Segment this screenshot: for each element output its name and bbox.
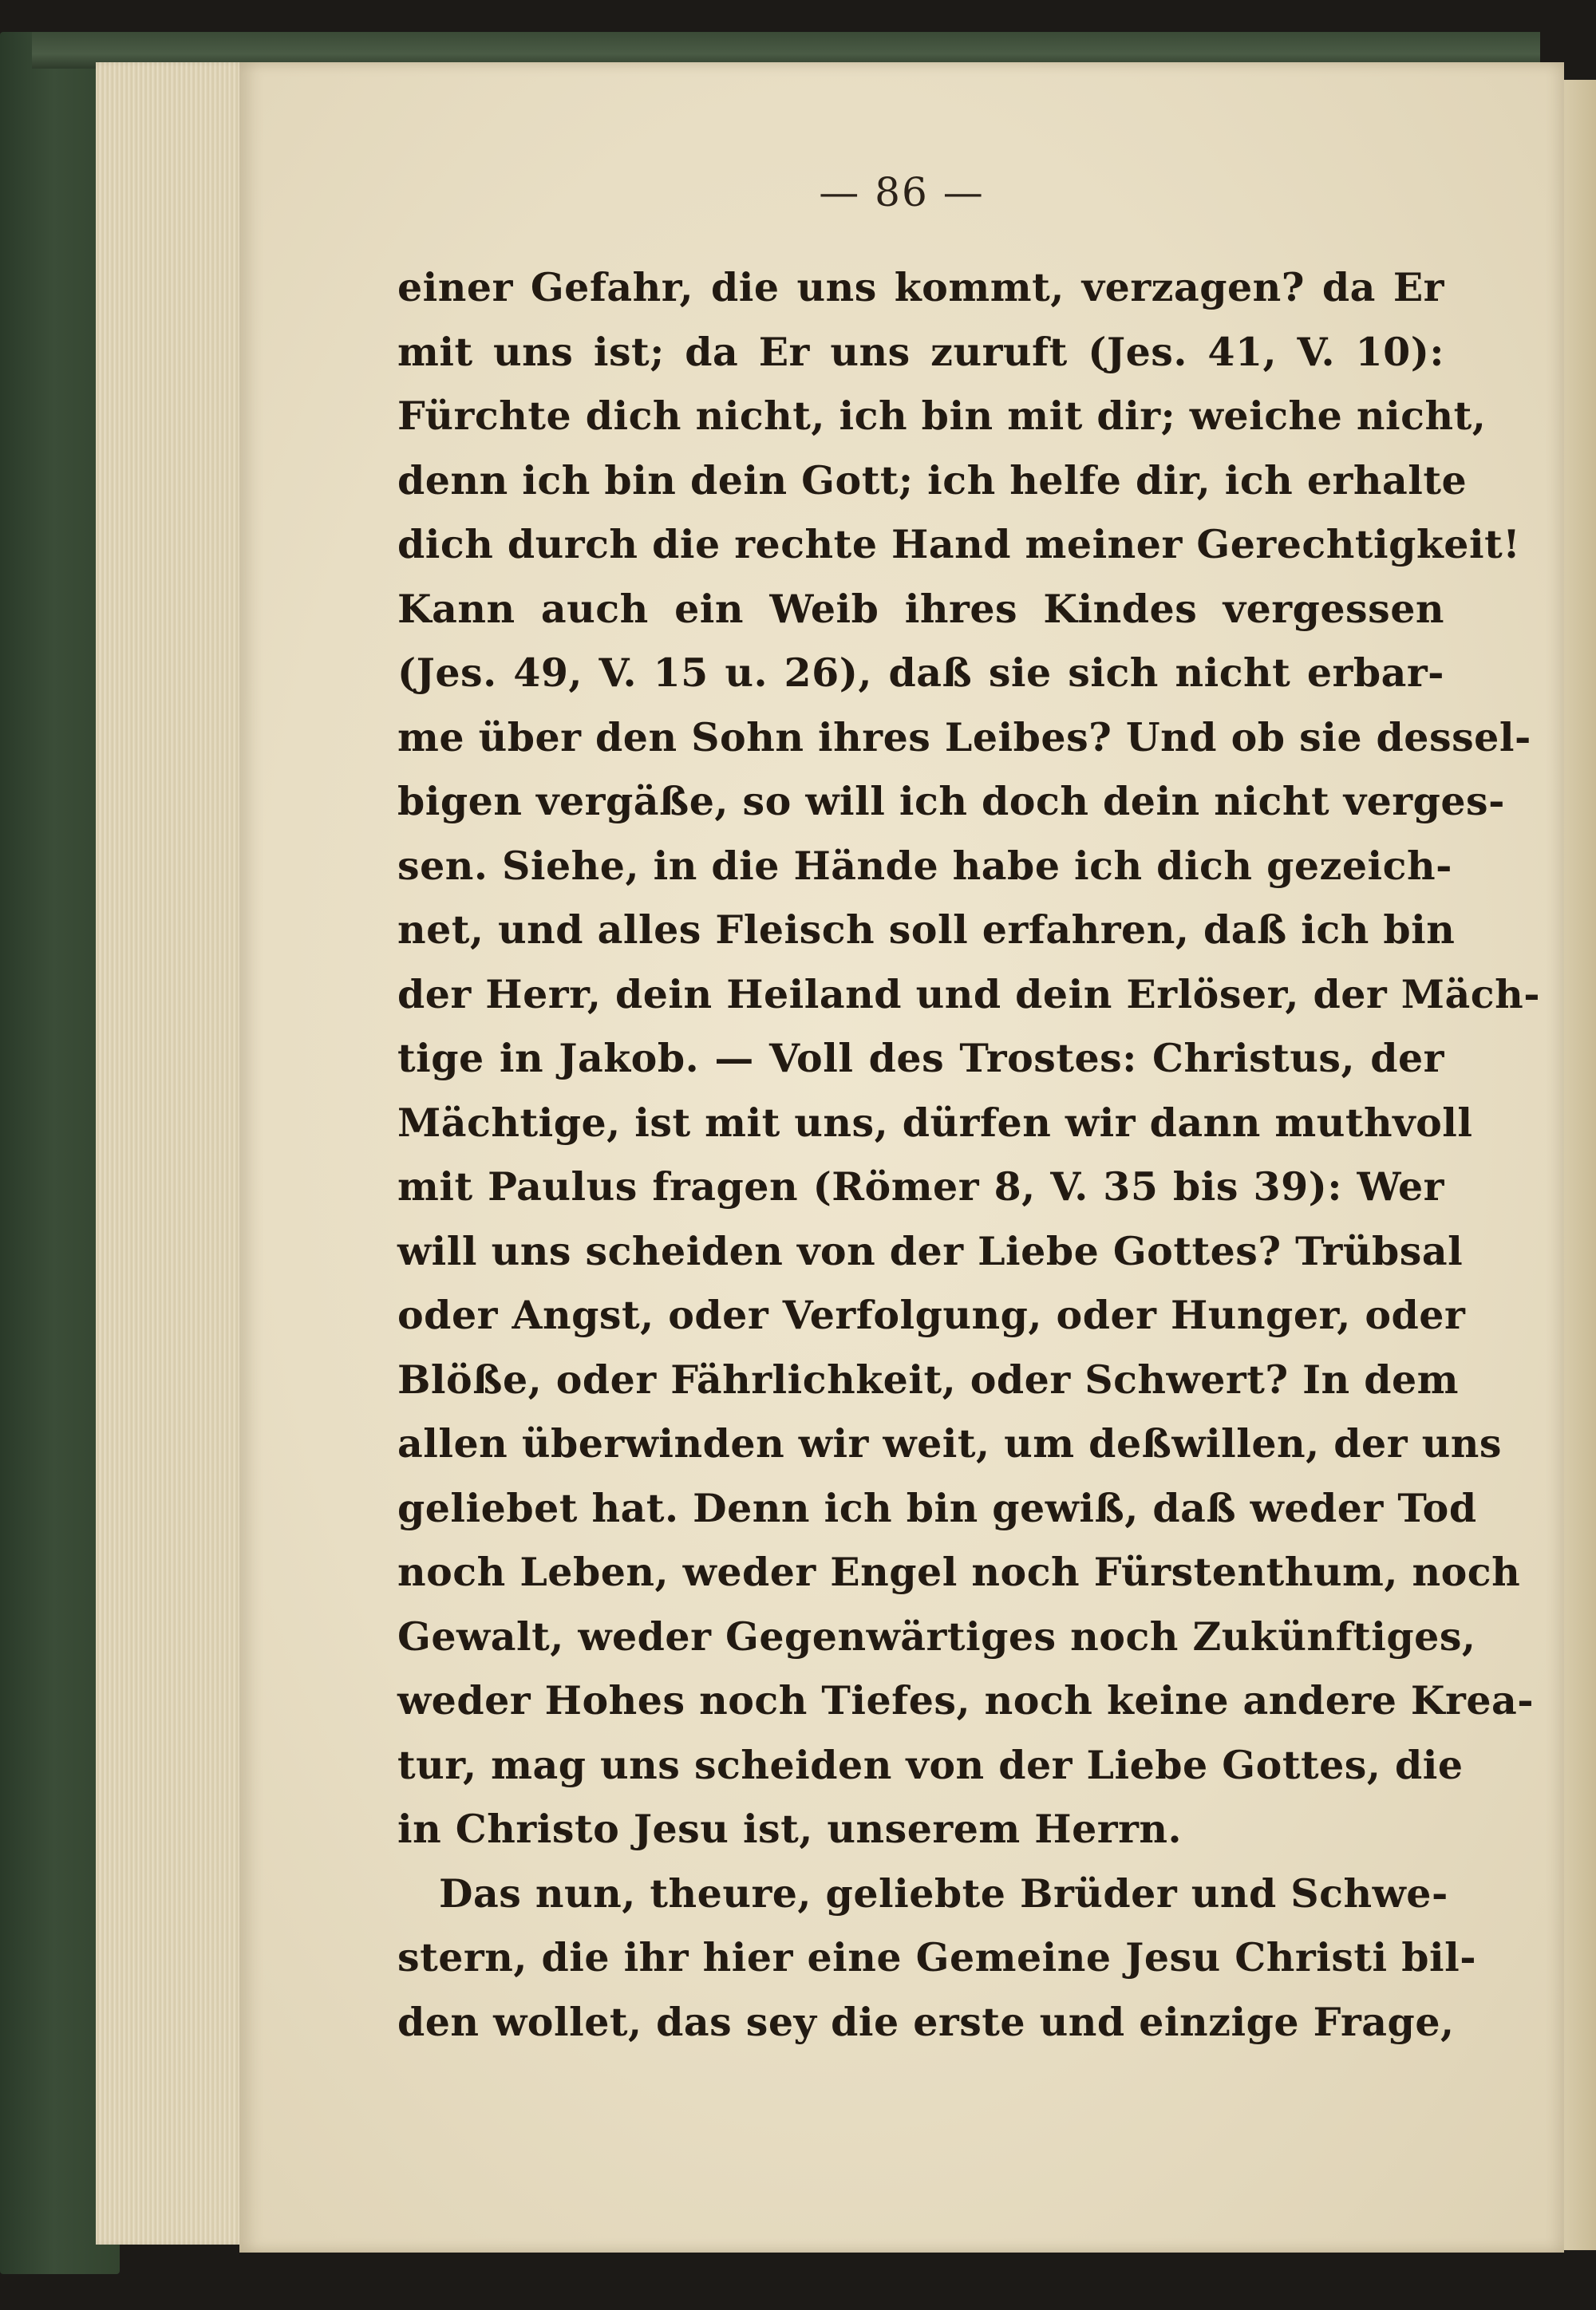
text-line: allen überwinden wir weit, um deßwillen, der uns (397, 1420, 1502, 1467)
page-number: — 86 — (819, 169, 985, 215)
text-line: Mächtige, ist mit uns, dürfen wir dann muthvoll (397, 1099, 1473, 1146)
text-line: net, und alles Fleisch soll erfahren, daß ich bin (397, 906, 1456, 953)
body-text (397, 255, 1541, 2054)
text-line: dich durch die rechte Hand meiner Gerechtigkeit! (397, 521, 1521, 567)
text-line: Kann auch ein Weib ihres Kindes vergessen (397, 585, 1444, 632)
text-line: noch Leben, weder Engel noch Fürstenthum, noch (397, 1549, 1521, 1595)
text-line: in Christo Jesu ist, unserem Herrn. (397, 1806, 1183, 1852)
text-line: tige in Jakob. — Voll des Trostes: Christus, der (397, 1035, 1444, 1081)
text-line: geliebet hat. Denn ich bin gewiß, daß weder Tod (397, 1484, 1477, 1531)
text-line: will uns scheiden von der Liebe Gottes? Trübsal (397, 1227, 1464, 1274)
stacked-page-edges (96, 62, 247, 2245)
text-line: me über den Sohn ihres Leibes? Und ob sie dessel- (397, 713, 1531, 760)
text-line: mit uns ist; da Er uns zuruft (Jes. 41, V. 10): (397, 328, 1444, 375)
text-line: bigen vergäße, so will ich doch dein nicht verges- (397, 778, 1505, 824)
text-line: (Jes. 49, V. 15 u. 26), daß sie sich nicht erbar- (397, 650, 1444, 696)
text-line: Fürchte dich nicht, ich bin mit dir; weiche nicht, (397, 393, 1487, 439)
text-line: Gewalt, weder Gegenwärtiges noch Zukünftiges, (397, 1613, 1476, 1660)
text-line: mit Paulus fragen (Römer 8, V. 35 bis 39): Wer (397, 1163, 1444, 1210)
text-line: der Herr, dein Heiland und dein Erlöser, der Mäch- (397, 970, 1541, 1017)
text-line: denn ich bin dein Gott; ich helfe dir, ich erhalte (397, 456, 1468, 503)
text-line: tur, mag uns scheiden von der Liebe Gottes, die (397, 1741, 1464, 1788)
text-line: Blöße, oder Fährlichkeit, oder Schwert? In dem (397, 1356, 1460, 1403)
text-line: Das nun, theure, geliebte Brüder und Schwe- (439, 1870, 1448, 1917)
text-line: weder Hohes noch Tiefes, noch keine andere Krea- (397, 1677, 1535, 1724)
text-line: oder Angst, oder Verfolgung, oder Hunger, oder (397, 1292, 1466, 1338)
page-right-edge (1562, 80, 1596, 2250)
text-line: einer Gefahr, die uns kommt, verzagen? da Er (397, 264, 1444, 310)
text-line: den wollet, das sey die erste und einzige Frage, (397, 1998, 1455, 2045)
text-line: sen. Siehe, in die Hände habe ich dich gezeich- (397, 842, 1452, 889)
text-line: stern, die ihr hier eine Gemeine Jesu Christi bil- (397, 1934, 1477, 1980)
